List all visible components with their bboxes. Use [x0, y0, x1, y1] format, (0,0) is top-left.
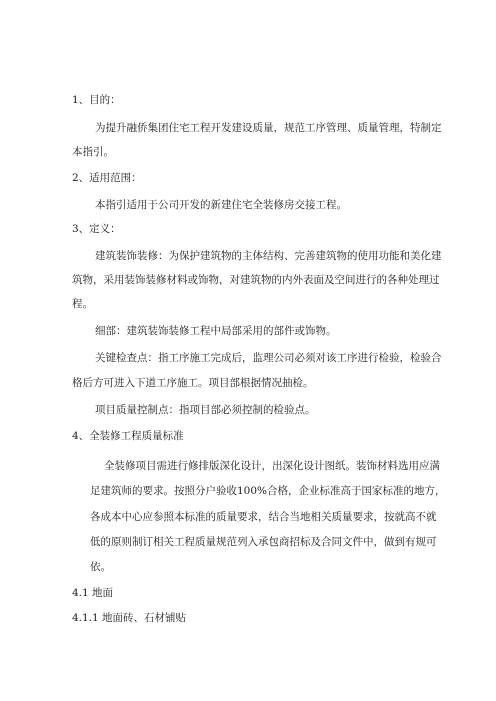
section-4-body-line-3: 各成本中心应参照本标准的质量要求，结合当地相关质量要求，按就高不就 [90, 511, 437, 523]
definition-key-checkpoint-line-2: 格后方可进入下道工序施工。项目部根据情况抽检。 [72, 377, 314, 389]
section-3-heading: 3、定义： [72, 223, 121, 235]
definition-key-checkpoint-line-1: 关键检查点：指工序施工完成后，监理公司必须对该工序进行检验，检验合 [95, 352, 442, 364]
definition-control-point: 项目质量控制点：指项目部必须控制的检验点。 [95, 404, 316, 416]
section-4-body-line-2: 足建筑师的要求。按照分户验收100%合格，企业标准高于国家标准的地方， [90, 485, 446, 497]
section-1-body-line-1: 为提升融侨集团住宅工程开发建设质量，规范工序管理、质量管理，特制定 [95, 122, 442, 134]
section-2-heading: 2、适用范围： [72, 172, 142, 184]
section-1-heading: 1、目的： [72, 94, 121, 106]
section-4-1-1-heading: 4.1.1 地面砖、石材铺贴 [72, 612, 187, 624]
definition-decoration-line-2: 筑物，采用装饰装修材料或饰物，对建筑物的内外表面及空间进行的各种处理过 [72, 274, 440, 286]
section-1-body-line-2: 本指引。 [72, 146, 114, 158]
section-4-body-line-1: 全装修项目需进行修排版深化设计，出深化设计图纸。装饰材料选用应满 [104, 460, 440, 472]
section-4-body-line-4: 低的原则制订相关工程质量规范列入承包商招标及合同文件中，做到有规可 [90, 536, 437, 548]
definition-decoration-line-1: 建筑装饰装修：为保护建筑物的主体结构、完善建筑物的使用功能和美化建 [95, 250, 442, 262]
section-4-heading: 4、全装修工程质量标准 [72, 430, 184, 442]
definition-detail: 细部：建筑装饰装修工程中局部采用的部件或饰物。 [95, 325, 337, 337]
section-2-body: 本指引适用于公司开发的新建住宅全装修房交接工程。 [95, 199, 347, 211]
section-4-body-line-5: 依。 [90, 561, 111, 573]
section-4-1-heading: 4.1 地面 [72, 587, 114, 599]
definition-decoration-line-3: 程。 [72, 298, 93, 310]
